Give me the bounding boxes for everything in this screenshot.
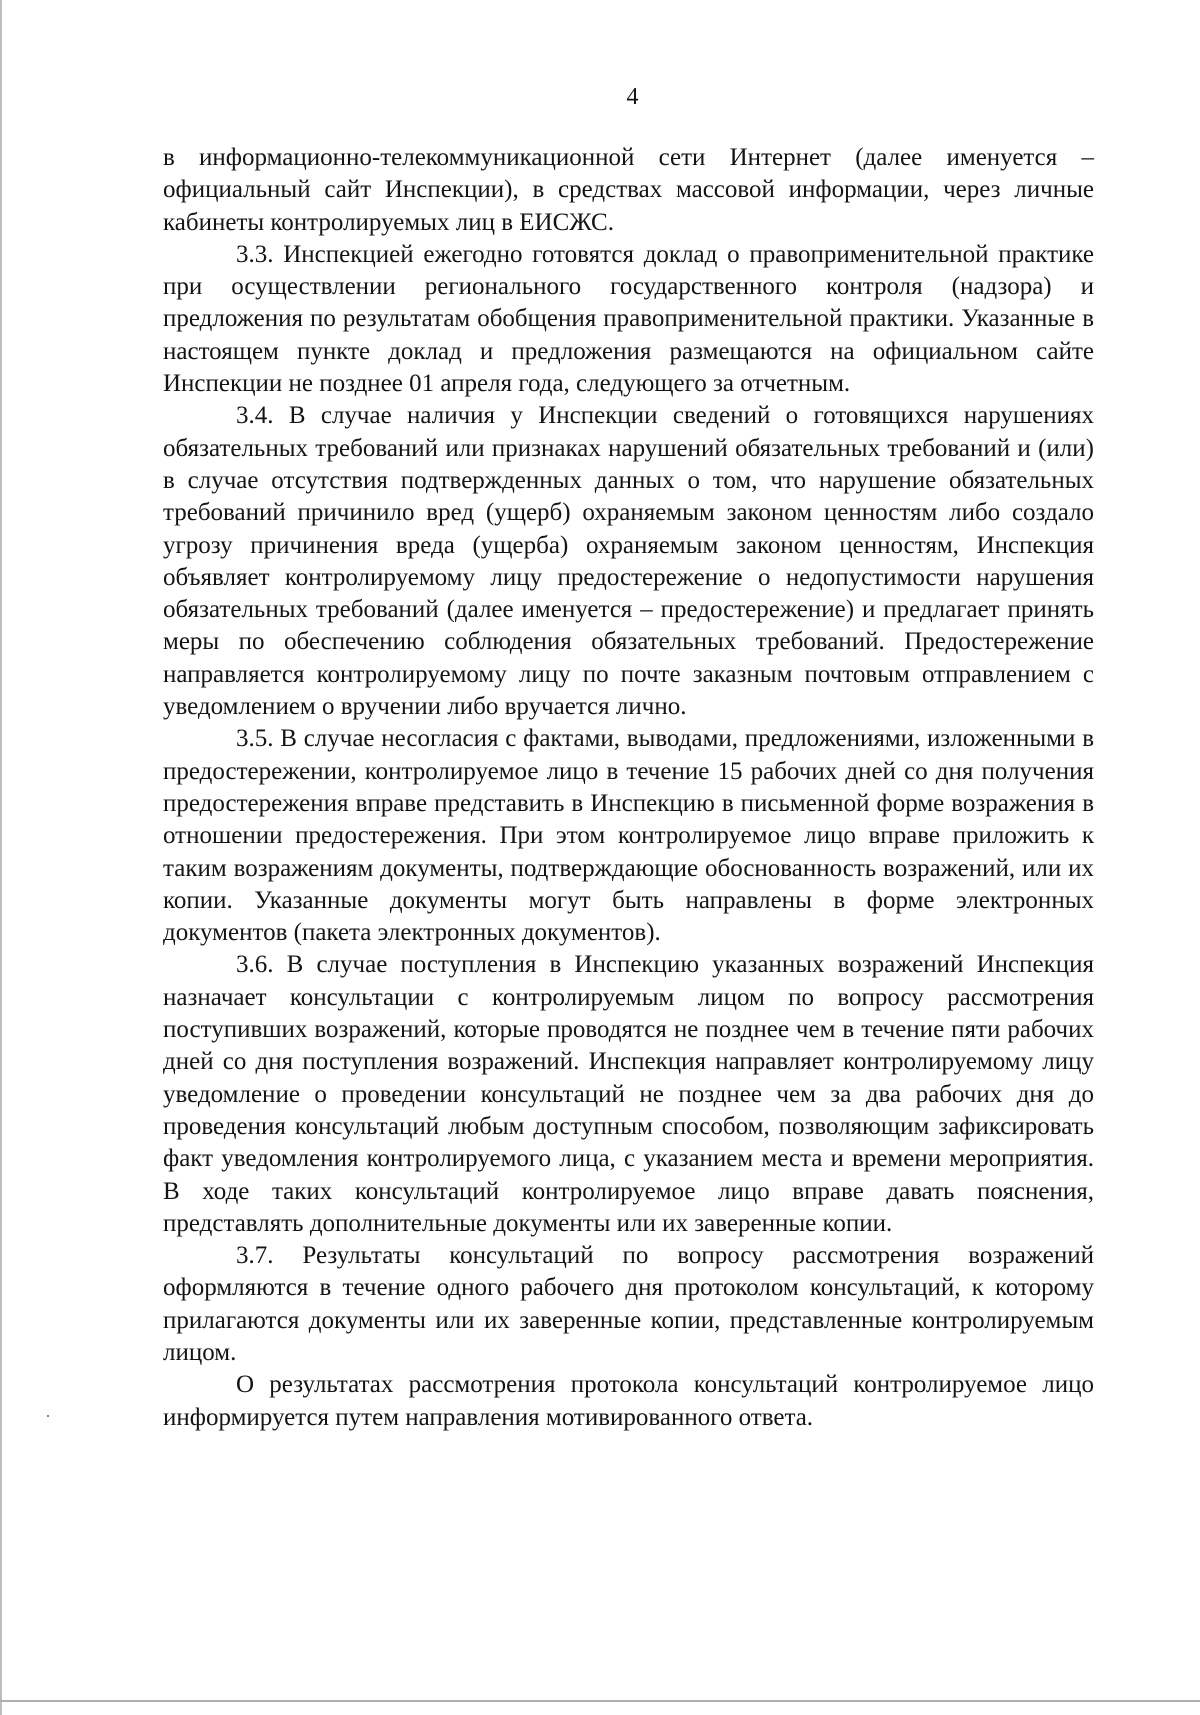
scan-edge [0,0,2,1715]
scan-speck [47,1415,49,1417]
page-number: 4 [626,84,639,110]
paragraph-3-6: 3.6. В случае поступления в Инспекцию указанных возражений Инспекция назначает консультации с контролируемым лицом по вопросу рассмотрения поступивших возражений, которые проводятся не позднее чем в течение пяти рабочих дней со дня поступления возражений. Инспекция направляет контролируемому лицу уведомление о проведении консультаций не позднее чем за два рабочих дня до проведения консультаций любым доступным способом, позволяющим зафиксировать факт уведомления контролируемого лица, с указанием места и времени мероприятия. В ходе таких консультаций контролируемое лицо вправе давать пояснения, представлять дополнительные документы или их заверенные копии. [163,951,1094,1237]
paragraph-3-7: 3.7. Результаты консультаций по вопросу рассмотрения возражений оформляются в течение одного рабочего дня протоколом консультаций, к которому прилагаются документы или их заверенные копии, представленные контролируемым лицом. [163,1242,1094,1366]
paragraph-results: О результатах рассмотрения протокола консультаций контролируемое лицо информируется путем направления мотивированного ответа. [163,1371,1094,1431]
paragraph-continuation: в информационно-телекоммуникационной сети Интернет (далее именуется – официальный сайт Инспекции), в средствах массовой информации, через личные кабинеты контролируемых лиц в ЕИСЖС. [163,144,1094,236]
scan-bottom-line [0,1700,1200,1702]
paragraph-3-4: 3.4. В случае наличия у Инспекции сведений о готовящихся нарушениях обязательных требований или признаках нарушений обязательных требований и (или) в случае отсутствия подтвержденных данных о том, что нарушение обязательных требований причинило вред (ущерб) охраняемым законом ценностям либо создало угрозу причинения вреда (ущерба) охраняемым законом ценностям, Инспекция объявляет контролируемому лицу предостережение о недопустимости нарушения обязательных требований (далее именуется – предостережение) и предлагает принять меры по обеспечению соблюдения обязательных требований. Предостережение направляется контролируемому лицу по почте заказным почтовым отправлением с уведомлением о вручении либо вручается лично. [163,402,1094,721]
paragraph-3-5: 3.5. В случае несогласия с фактами, выводами, предложениями, изложенными в предостережении, контролируемое лицо в течение 15 рабочих дней со дня получения предостережения вправе представить в Инспекцию в письменной форме возражения в отношении предостережения. При этом контролируемое лицо вправе приложить к таким возражениям документы, подтверждающие обоснованность возражений, или их копии. Указанные документы могут быть направлены в форме электронных документов (пакета электронных документов). [163,725,1094,947]
document-body [163,142,1094,1434]
paragraph-3-3: 3.3. Инспекцией ежегодно готовятся доклад о правоприменительной практике при осуществлении регионального государственного контроля (надзора) и предложения по результатам обобщения правоприменительной практики. Указанные в настоящем пункте доклад и предложения размещаются на официальном сайте Инспекции не позднее 01 апреля года, следующего за отчетным. [163,240,1094,398]
